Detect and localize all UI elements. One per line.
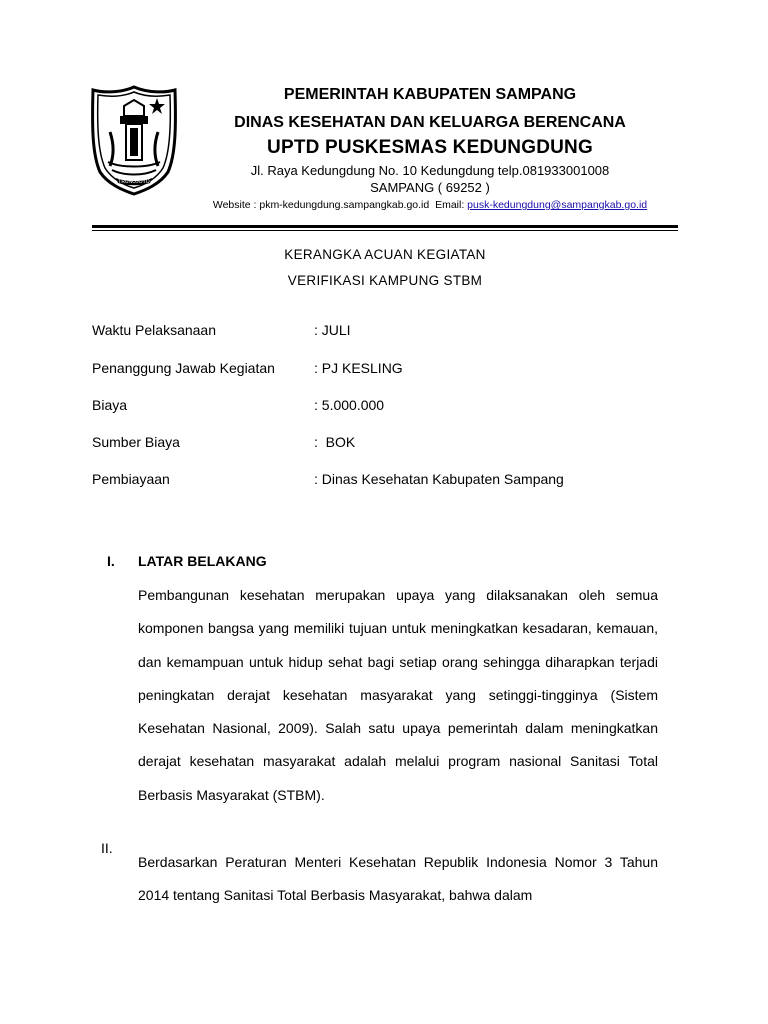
- document-subtitle: VERIFIKASI KAMPUNG STBM: [287, 273, 483, 288]
- letterhead-government: PEMERINTAH KABUPATEN SAMPANG: [283, 86, 577, 103]
- letterhead-city: SAMPANG ( 69252 ): [370, 180, 490, 195]
- email-link[interactable]: pusk-kedungdung@sampangkab.go.id: [467, 199, 648, 211]
- website-text: Website : pkm-kedungdung.sampangkab.go.id: [212, 199, 430, 211]
- info-label: Sumber Biaya: [92, 434, 180, 450]
- section-paragraph: Pembangunan kesehatan merupakan upaya yang dilaksanakan oleh semua komponen bangsa yang memiliki tujuan untuk meningkatkan kesadaran, kemauan, dan kemampuan untuk hidup sehat bagi setiap orang sehingga diharapkan terjadi peningkatan derajat kesehatan masyarakat yang setinggi-tingginya (Sistem Kesehatan Nasional, 2009). Salah satu upaya pemerintah dalam meningkatkan derajat kesehatan masyarakat adalah melalui program nasional Sanitasi Total Berbasis Masyarakat (STBM).: [138, 587, 658, 803]
- document-title: KERANGKA ACUAN KEGIATAN: [284, 247, 486, 262]
- section-title: LATAR BELAKANG: [138, 553, 267, 569]
- info-label: Pembiayaan: [92, 471, 170, 487]
- email-label: Email:: [435, 199, 465, 211]
- letterhead-address: Jl. Raya Kedungdung No. 10 Kedungdung telp.081933001008: [250, 163, 610, 178]
- letterhead-institution: UPTD PUSKESMAS KEDUNGDUNG: [267, 137, 593, 158]
- letterhead-rule-thick: [92, 225, 678, 228]
- section-number: I.: [107, 553, 115, 569]
- info-value: : PJ KESLING: [314, 360, 403, 376]
- info-value: : 5.000.000: [314, 397, 385, 413]
- section-paragraph: Berdasarkan Peraturan Menteri Kesehatan Republik Indonesia Nomor 3 Tahun 2014 tentang Sanitasi Total Berbasis Masyarakat, bahwa dalam: [138, 854, 658, 904]
- section-number: II.: [101, 840, 113, 856]
- info-label: Biaya: [92, 397, 128, 413]
- info-value: : JULI: [314, 322, 351, 338]
- logo-ribbon-text: TRUNOJOYO: [118, 179, 150, 185]
- letterhead-contact: [180, 199, 680, 211]
- info-label: Waktu Pelaksanaan: [92, 322, 216, 338]
- info-value: : BOK: [314, 434, 356, 450]
- info-label: Penanggung Jawab Kegiatan: [92, 360, 275, 376]
- letterhead-rule-thin: [92, 230, 678, 231]
- regency-logo: [90, 84, 178, 196]
- letterhead-department: DINAS KESEHATAN DAN KELUARGA BERENCANA: [234, 114, 626, 131]
- info-value: : Dinas Kesehatan Kabupaten Sampang: [314, 471, 564, 487]
